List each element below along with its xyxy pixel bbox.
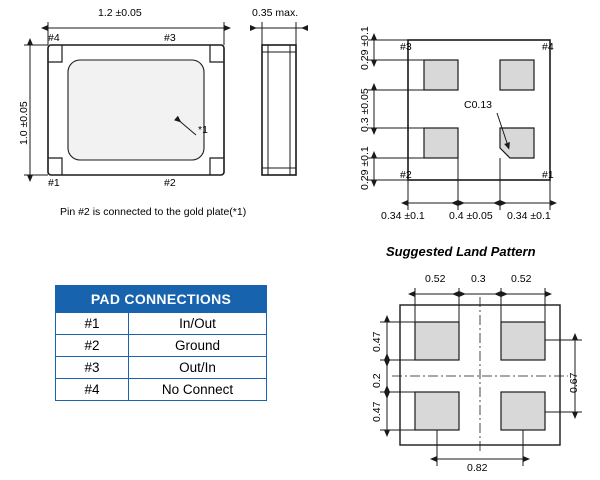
bottom-view-pin-4-label: #4 bbox=[542, 41, 554, 53]
pad-function-1: In/Out bbox=[129, 313, 267, 335]
side-view-body bbox=[262, 45, 296, 175]
bottom-view-vdim-3: 0.29 ±0.1 bbox=[359, 146, 371, 190]
top-view-gold-plate-callout: *1 bbox=[198, 124, 208, 136]
top-view-pin-4-label: #4 bbox=[48, 32, 60, 44]
table-row bbox=[56, 313, 267, 335]
pad-pin-3: #3 bbox=[56, 357, 129, 379]
pin2-gold-plate-note: Pin #2 is connected to the gold plate(*1) bbox=[60, 206, 247, 218]
table-row bbox=[56, 357, 267, 379]
bottom-view-pin-3-label: #3 bbox=[400, 41, 412, 53]
pad-function-4: No Connect bbox=[129, 379, 267, 401]
bottom-view-vdim-2: 0.3 ±0.05 bbox=[359, 88, 371, 132]
land-pattern-bottom-dim: 0.82 bbox=[467, 462, 488, 474]
bottom-view-chamfer-label: C0.13 bbox=[464, 99, 493, 111]
land-pattern-body bbox=[392, 297, 568, 453]
land-pattern-left-dim-2: 0.2 bbox=[371, 373, 383, 388]
top-view-body bbox=[48, 45, 224, 175]
pad-function-2: Ground bbox=[129, 335, 267, 357]
pad-connections-table bbox=[55, 285, 267, 401]
bottom-view-pin-2-label: #2 bbox=[400, 169, 412, 181]
top-view-width-label: 1.2 ±0.05 bbox=[98, 7, 142, 19]
bottom-view-hdim-2: 0.4 ±0.05 bbox=[449, 210, 493, 222]
land-pattern-right-dim: 0.67 bbox=[568, 372, 580, 393]
land-pattern-top-dim-2: 0.3 bbox=[471, 273, 486, 285]
bottom-view-pin-1-label: #1 bbox=[542, 169, 554, 181]
top-view-height-label: 1.0 ±0.05 bbox=[18, 101, 30, 145]
land-pattern-left-dim-3: 0.47 bbox=[371, 401, 383, 422]
pad-connections-header: PAD CONNECTIONS bbox=[56, 286, 267, 313]
bottom-view-hdim-1: 0.34 ±0.1 bbox=[381, 210, 425, 222]
land-pattern-title: Suggested Land Pattern bbox=[386, 244, 536, 259]
pad-pin-2: #2 bbox=[56, 335, 129, 357]
land-pattern-top-dim-3: 0.52 bbox=[511, 273, 532, 285]
pad-function-3: Out/In bbox=[129, 357, 267, 379]
pad-pin-1: #1 bbox=[56, 313, 129, 335]
top-view-pin-3-label: #3 bbox=[164, 32, 176, 44]
land-pattern-top-dim-1: 0.52 bbox=[425, 273, 446, 285]
land-pattern-left-dim-1: 0.47 bbox=[371, 331, 383, 352]
side-view-thickness-dimension bbox=[250, 22, 308, 45]
side-view-thickness-label: 0.35 max. bbox=[252, 7, 299, 19]
bottom-view-hdim-3: 0.34 ±0.1 bbox=[507, 210, 551, 222]
table-header-row bbox=[56, 286, 267, 313]
pad-pin-4: #4 bbox=[56, 379, 129, 401]
top-view-pin-2-label: #2 bbox=[164, 177, 176, 189]
top-view-pin-1-label: #1 bbox=[48, 177, 60, 189]
top-view-width-dimension bbox=[48, 22, 224, 45]
table-row bbox=[56, 379, 267, 401]
bottom-view-vdim-1: 0.29 ±0.1 bbox=[359, 26, 371, 70]
table-row bbox=[56, 335, 267, 357]
